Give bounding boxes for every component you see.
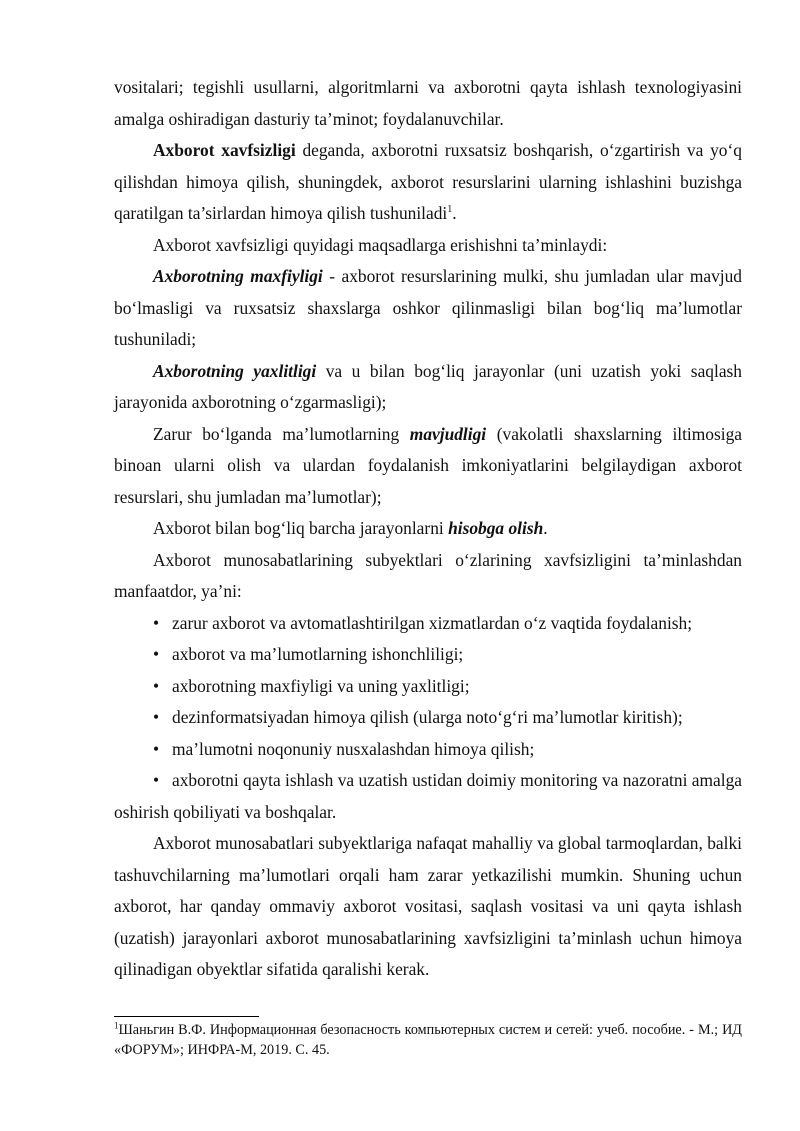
- confidentiality-text: - axborot resurslarining mulki, shu jumladan ular mavjud bo‘lmasligi va ruxsatsiz shaxslarga oshkor qilinmasligi bilan bog‘liq ma’lumotlar tushuniladi;: [114, 266, 742, 349]
- availability-start: Zarur bo‘lganda ma’lumotlarning: [153, 423, 410, 444]
- paragraph-confidentiality: [114, 261, 742, 356]
- bullet-icon: •: [153, 644, 160, 664]
- paragraph-availability: [114, 419, 742, 514]
- bullet-icon: •: [153, 707, 160, 727]
- footnote: [114, 1020, 742, 1060]
- integrity-text: va u bilan bog‘liq jarayonlar (uni uzatish yoki saqlash jarayonida axborotning o‘zgarmasligi);: [114, 360, 742, 412]
- accounting-end: .: [543, 518, 548, 538]
- paragraph-goals-intro: Axborot xavfsizligi quyidagi maqsadlarga erishishni ta’minlaydi:: [153, 234, 608, 255]
- list-item-text: ma’lumotni noqonuniy nusxalashdan himoya qilish;: [172, 738, 535, 759]
- list-item-text: axborotni qayta ishlash va uzatish ustidan doimiy monitoring va nazoratni amalga oshirish qobiliyati va boshqalar.: [114, 770, 742, 822]
- definition-text: deganda, axborotni ruxsatsiz boshqarish, o‘zgartirish va yo‘q qilishdan himoya qilish, shuningdek, axborot resurslarini ularning ishlashini buzishga qaratilgan ta’sirlardan himoya qilish tushuniladi: [114, 140, 742, 223]
- footnote-number: 1: [114, 1020, 119, 1031]
- list-item: [114, 765, 742, 828]
- list-item-text: axborotning maxfiyligi va uning yaxlitligi;: [172, 675, 470, 696]
- paragraph-subjects-intro: Axborot munosabatlarining subyektlari o‘zlarining xavfsizligini ta’minlashdan manfaatdor, ya’ni:: [114, 549, 742, 601]
- list-item-text: axborot va ma’lumotlarning ishonchliligi;: [172, 644, 464, 664]
- list-item: [114, 734, 742, 766]
- bullet-icon: •: [153, 770, 160, 790]
- accounting-start: Axborot bilan bog‘liq barcha jarayonlarni: [153, 518, 449, 538]
- term-maxfiyligi: Axborotning maxfiyligi: [153, 266, 323, 286]
- paragraph-integrity: [114, 356, 742, 419]
- list-item: [114, 639, 742, 671]
- bullet-list: [114, 608, 742, 829]
- footnote-text: Шаньгин В.Ф. Информационная безопасность компьютерных систем и сетей: учеб. пособие. - М.; ИД «ФОРУМ»; ИНФРА-М, 2019. С. 45.: [114, 1022, 742, 1058]
- term-mavjudligi: mavjudligi: [409, 423, 487, 444]
- paragraph-continuation: vositalari; tegishli usullarni, algoritmlarni va axborotni qayta ishlash texnologiyasini amalga oshiradigan dasturiy ta’minot; foydalanuvchilar.: [114, 77, 742, 129]
- paragraph-definition: [114, 135, 742, 230]
- term-axborot-xavfsizligi: Axborot xavfsizligi: [153, 140, 296, 160]
- bullet-icon: •: [153, 675, 160, 696]
- bullet-icon: •: [153, 738, 160, 759]
- availability-text: (vakolatli shaxslarning iltimosiga binoan ularni olish va ulardan foydalanish imkoniyatlarini belgilaydigan axborot resurslari, shu jumladan ma’lumotlar);: [114, 423, 743, 507]
- body-text: [114, 72, 742, 986]
- footnote-divider: [114, 1016, 259, 1017]
- paragraph-accounting: [114, 513, 742, 545]
- bullet-icon: •: [153, 612, 160, 633]
- list-item-text: dezinformatsiyadan himoya qilish (ularga noto‘g‘ri ma’lumotlar kiritish);: [172, 707, 683, 727]
- definition-end: .: [452, 203, 457, 223]
- list-item: [114, 608, 742, 640]
- paragraph-conclusion: Axborot munosabatlari subyektlariga nafaqat mahalliy va global tarmoqlardan, balki tashuvchilarning ma’lumotlari orqali ham zarar yetkazilishi mumkin. Shuning uchun axborot, har qanday ommaviy axborot vositasi, saqlash vositasi va uni qayta ishlash (uzatish) jarayonlari axborot munosabatlarining xavfsizligini ta’minlash uchun himoya qilinadigan obyektlar sifatida qaralishi kerak.: [114, 833, 742, 979]
- list-item: [114, 702, 742, 734]
- term-yaxlitligi: Axborotning yaxlitligi: [153, 360, 317, 381]
- footnote-reference: 1: [447, 204, 453, 216]
- term-hisobga-olish: hisobga olish: [448, 518, 544, 538]
- list-item: [114, 671, 742, 703]
- list-item-text: zarur axborot va avtomatlashtirilgan xizmatlardan o‘z vaqtida foydalanish;: [172, 612, 693, 633]
